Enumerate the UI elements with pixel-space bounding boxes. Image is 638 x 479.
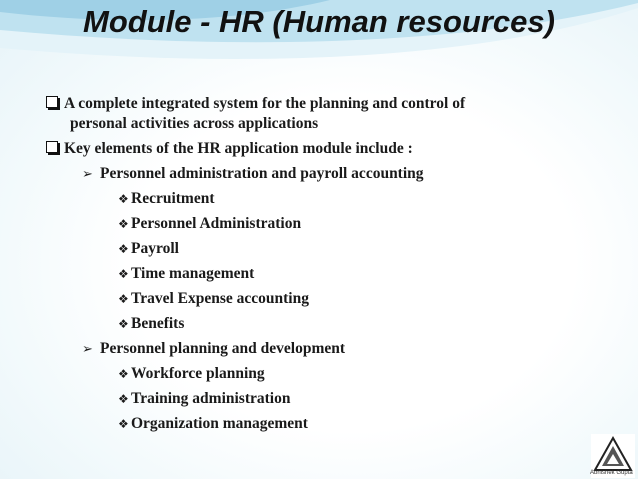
bullet-text: Personnel Administration — [131, 215, 302, 232]
checkbox-bullet-icon — [46, 96, 58, 108]
diamond-bullet-icon: ❖ — [118, 317, 129, 331]
bullet-line — [118, 315, 184, 333]
bullet-line — [118, 265, 254, 283]
diamond-bullet-icon: ❖ — [118, 292, 129, 306]
bullet-line — [118, 290, 309, 308]
bullet-text: personal activities across applications — [70, 115, 319, 132]
bullet-text: Time management — [131, 265, 255, 282]
diamond-bullet-icon: ❖ — [118, 217, 129, 231]
bullet-text: Payroll — [131, 240, 179, 257]
bullet-line — [82, 340, 345, 358]
arrow-bullet-icon: ➢ — [82, 167, 93, 182]
bullet-line — [118, 365, 265, 383]
bullet-text: Benefits — [131, 315, 185, 332]
bullet-text: Key elements of the HR application module include : — [64, 140, 413, 157]
bullet-line — [82, 165, 424, 183]
bullet-text: Training administration — [131, 390, 291, 407]
diamond-bullet-icon: ❖ — [118, 242, 129, 256]
bullet-line — [118, 190, 215, 208]
diamond-bullet-icon: ❖ — [118, 267, 129, 281]
bullet-text: A complete integrated system for the planning and control of — [64, 95, 466, 112]
diamond-bullet-icon: ❖ — [118, 392, 129, 406]
diamond-bullet-icon: ❖ — [118, 367, 129, 381]
bullet-text: Workforce planning — [131, 365, 265, 382]
diamond-bullet-icon: ❖ — [118, 192, 129, 206]
slide-title: Module - HR (Human resources) — [83, 4, 555, 39]
bullet-text: Recruitment — [131, 190, 215, 207]
checkbox-bullet-icon — [46, 141, 58, 153]
bullet-text: Organization management — [131, 415, 308, 432]
bullet-line — [46, 95, 465, 113]
bullet-line — [118, 240, 179, 258]
bullet-line — [118, 215, 301, 233]
bullet-line — [70, 115, 318, 133]
bullet-line — [118, 390, 290, 408]
bullet-line — [118, 415, 308, 433]
bullet-text: Personnel planning and development — [100, 340, 346, 357]
arrow-bullet-icon: ➢ — [82, 342, 93, 357]
diamond-bullet-icon: ❖ — [118, 417, 129, 431]
logo-caption: Abhishek Gupta — [590, 470, 633, 476]
bullet-line — [46, 140, 413, 158]
bullet-text: Travel Expense accounting — [131, 290, 309, 307]
bullet-text: Personnel administration and payroll accounting — [100, 165, 424, 182]
